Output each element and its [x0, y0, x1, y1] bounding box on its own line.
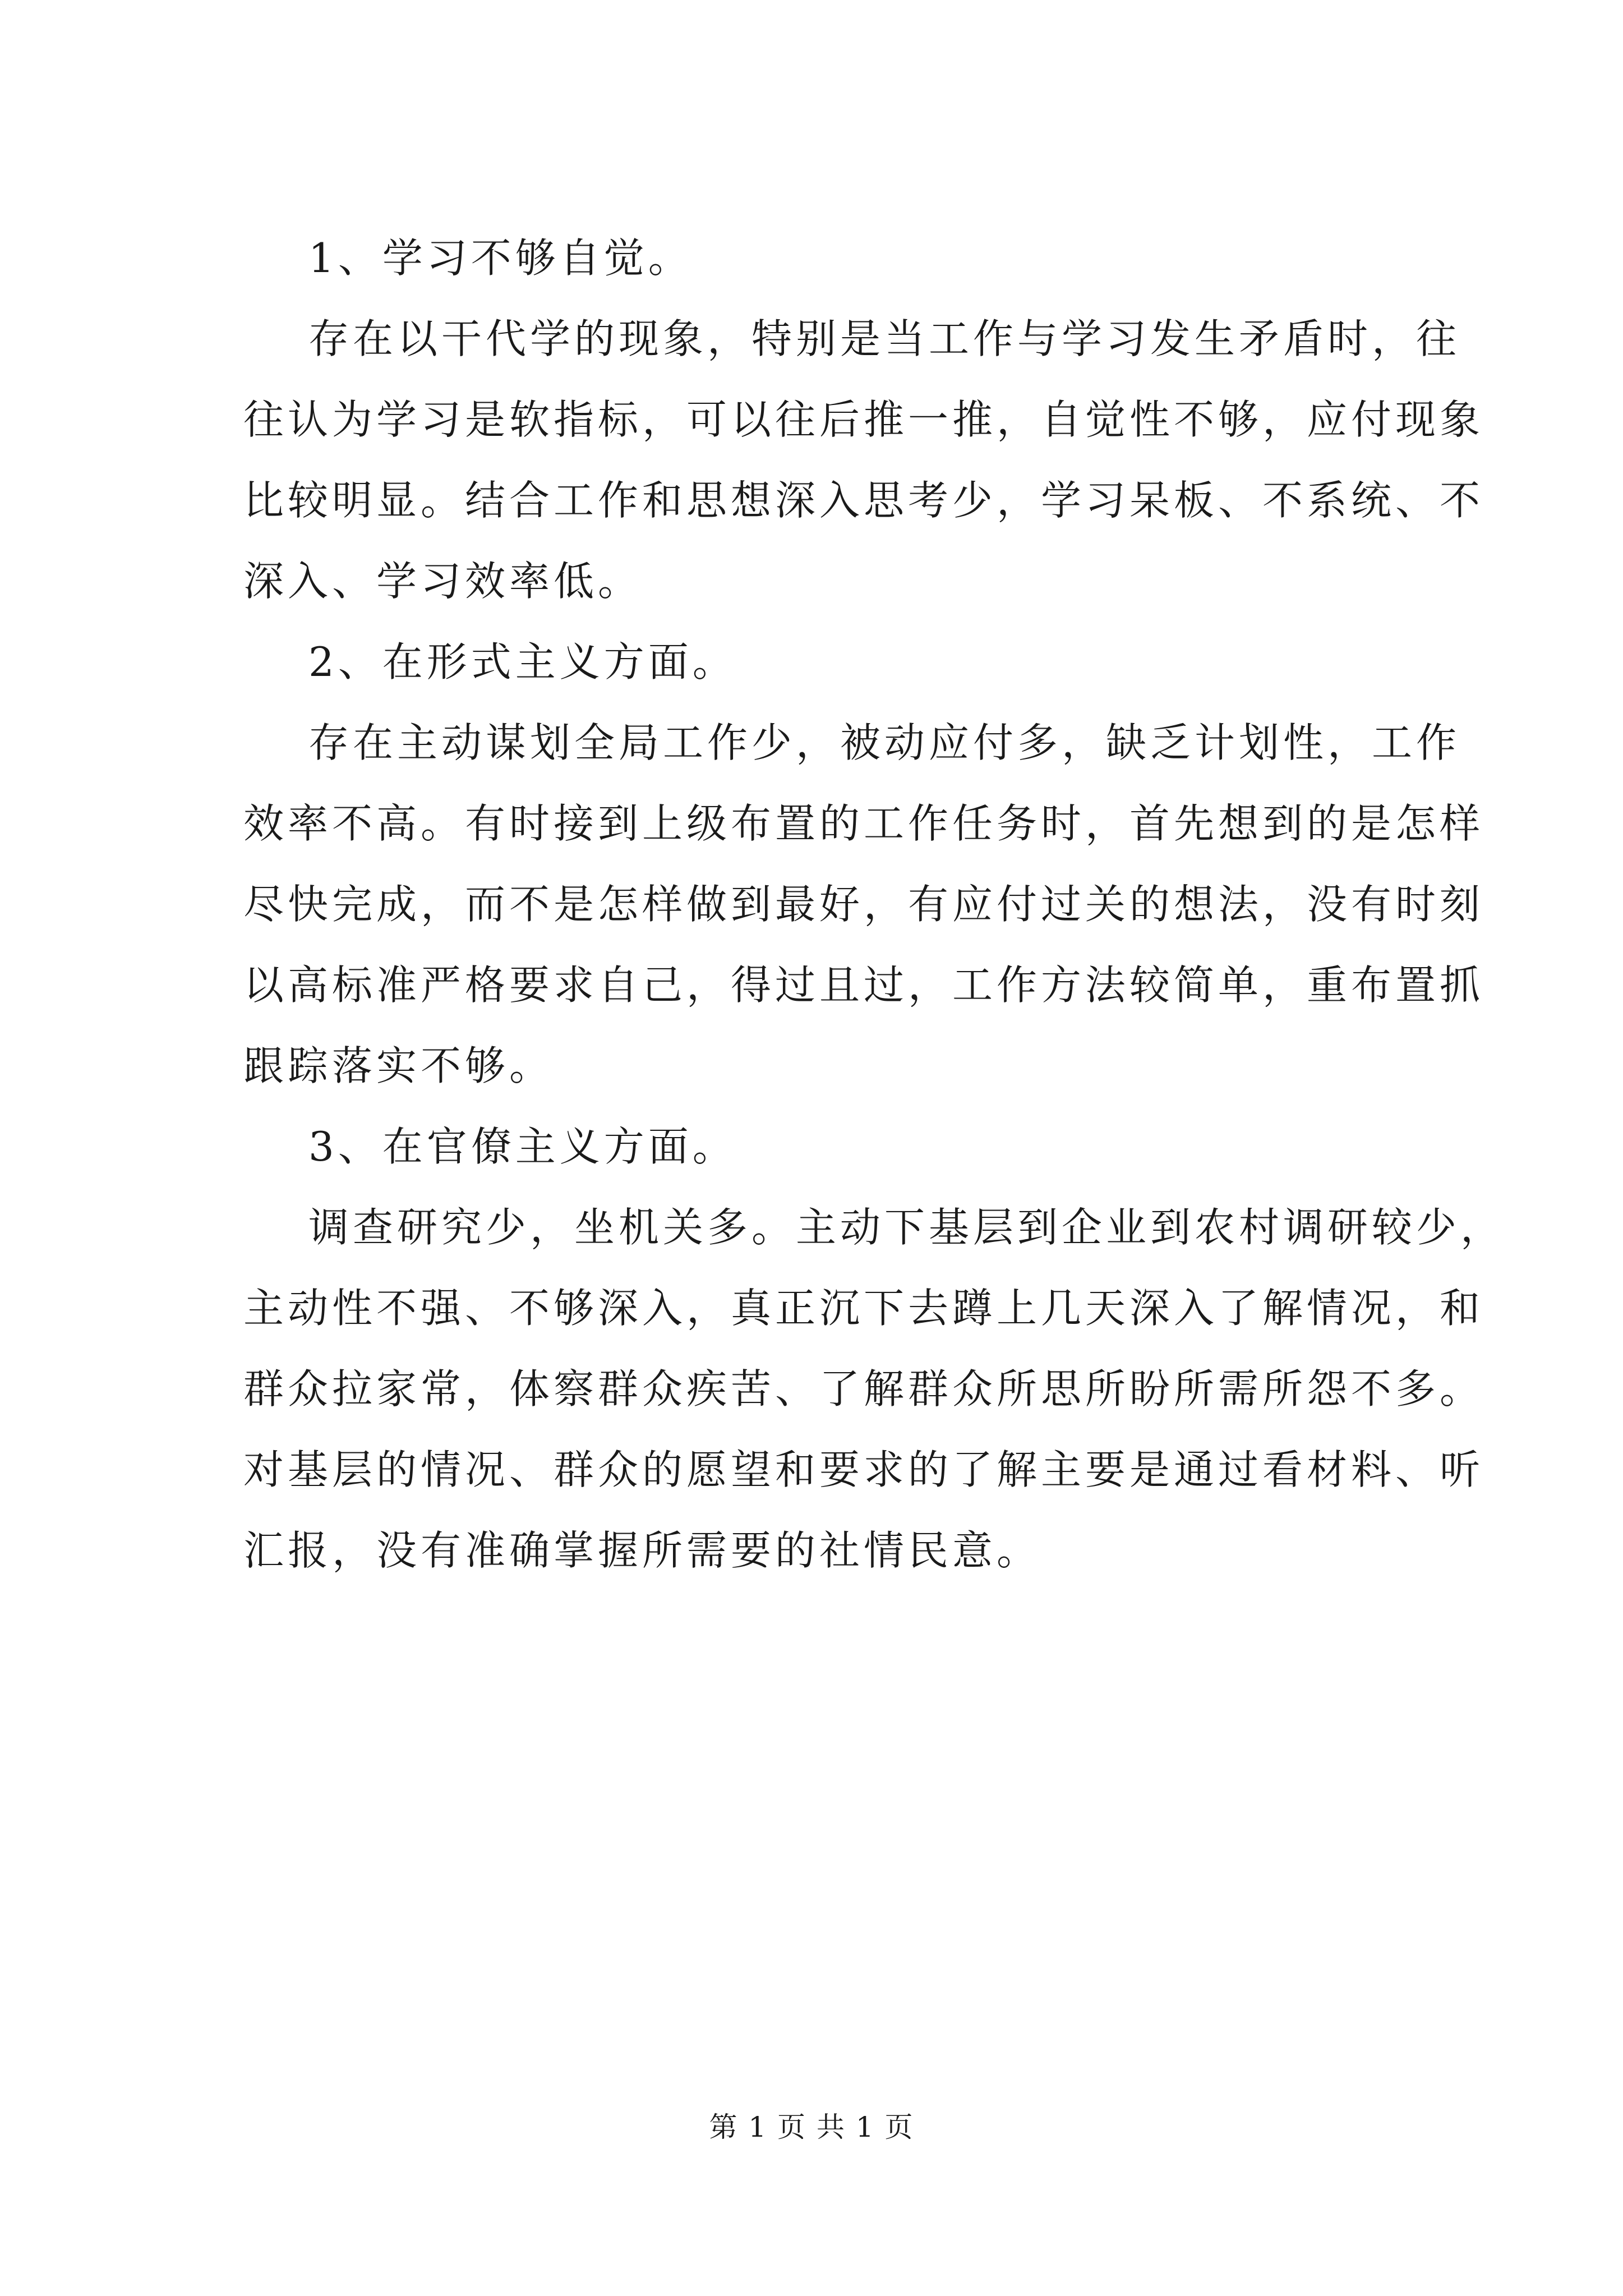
paragraph-line: 主动性不强、不够深入，真正沉下去蹲上几天深入了解情况，和	[243, 1285, 1484, 1332]
paragraph-line: 存在主动谋划全局工作少，被动应付多，缺乏计划性，工作	[308, 719, 1461, 766]
paragraph-line: 跟踪落实不够。	[243, 1042, 554, 1089]
paragraph-line: 群众拉家常，体察群众疾苦、了解群众所思所盼所需所怨不多。	[243, 1365, 1484, 1412]
page-number-footer: 第 1 页 共 1 页	[709, 2111, 914, 2143]
paragraph-line: 汇报，没有准确掌握所需要的社情民意。	[243, 1527, 1041, 1574]
paragraph-line: 往认为学习是软指标，可以往后推一推，自觉性不够，应付现象	[243, 396, 1484, 443]
paragraph-line: 深入、学习效率低。	[243, 558, 643, 605]
paragraph-line: 尽快完成，而不是怎样做到最好，有应付过关的想法，没有时刻	[243, 881, 1484, 928]
paragraph-line: 效率不高。有时接到上级布置的工作任务时，首先想到的是怎样	[243, 800, 1484, 847]
paragraph-line: 调查研究少，坐机关多。主动下基层到企业到农村调研较少，	[308, 1204, 1505, 1251]
heading-3: 3、在官僚主义方面。	[308, 1123, 737, 1170]
paragraph-line: 对基层的情况、群众的愿望和要求的了解主要是通过看材料、听	[243, 1446, 1484, 1493]
heading-1: 1、学习不够自觉。	[308, 234, 693, 282]
paragraph-line: 存在以干代学的现象，特别是当工作与学习发生矛盾时，往	[308, 315, 1461, 362]
heading-2: 2、在形式主义方面。	[308, 638, 737, 685]
paragraph-line: 比较明显。结合工作和思想深入思考少，学习呆板、不系统、不	[243, 477, 1484, 524]
paragraph-line: 以高标准严格要求自己，得过且过，工作方法较简单，重布置抓	[243, 961, 1484, 1009]
